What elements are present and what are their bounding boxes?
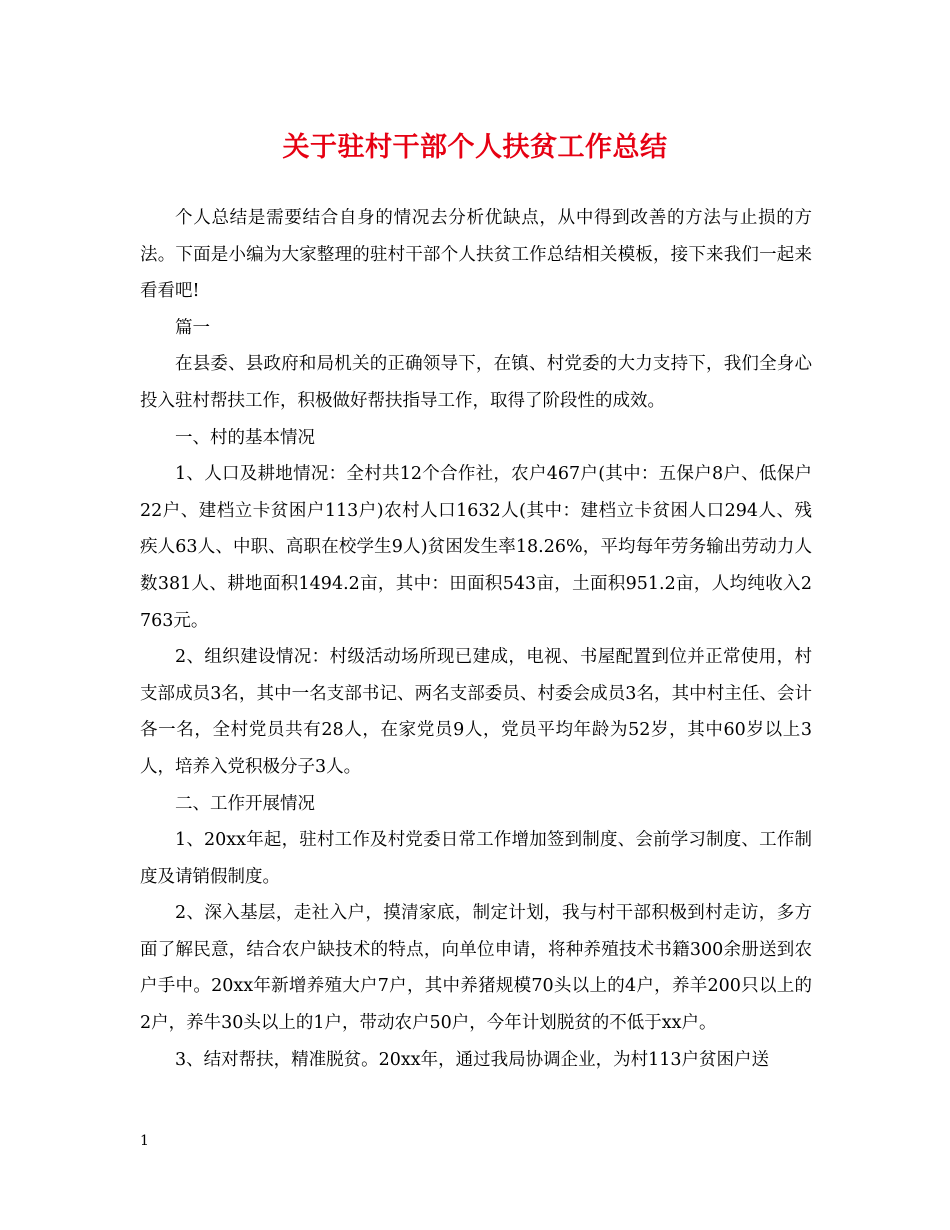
section-heading-part-one: 篇一 <box>175 317 210 338</box>
section-heading-village-basics: 一、村的基本情况 <box>175 427 315 448</box>
page-number: 1 <box>140 1133 149 1149</box>
population-farmland-paragraph: 1、人口及耕地情况：全村共12个合作社，农户467户(其中：五保户8户、低保户22户、建档立卡贫困户113户)农村人口1632人(其中：建档立卡贫困人口294人、残疾人63人、中职、高职在校学生9人)贫困发生率18.26%，平均每年劳务输出劳动力人数381人、耕地面积1494.2亩，其中：田面积543亩，土面积951.2亩，人均纯收入2763元。 <box>140 464 812 631</box>
document-title: 关于驻村干部个人扶贫工作总结 <box>282 132 668 163</box>
document-body <box>140 200 812 1078</box>
organization-paragraph: 2、组织建设情况：村级活动场所现已建成，电视、书屋配置到位并正常使用，村支部成员3名，其中一名支部书记、两名支部委员、村委会成员3名，其中村主任、会计各一名，全村党员共有28人，在家党员9人，党员平均年龄为52岁，其中60岁以上3人，培养入党积极分子3人。 <box>140 647 812 777</box>
opening-paragraph: 在县委、县政府和局机关的正确领导下，在镇、村党委的大力支持下，我们全身心投入驻村帮扶工作，积极做好帮扶指导工作，取得了阶段性的成效。 <box>140 354 812 411</box>
work-item-3-paragraph: 3、结对帮扶，精准脱贫。20xx年，通过我局协调企业，为村113户贫困户送 <box>175 1049 770 1070</box>
work-item-2-paragraph: 2、深入基层，走社入户，摸清家底，制定计划，我与村干部积极到村走访，多方面了解民意，结合农户缺技术的特点，向单位申请，将种养殖技术书籍300余册送到农户手中。20xx年新增养殖大户7户，其中养猪规模70头以上的4户，养羊200只以上的2户，养牛30头以上的1户，带动农户50户，今年计划脱贫的不低于xx户。 <box>140 903 812 1034</box>
intro-paragraph: 个人总结是需要结合自身的情况去分析优缺点，从中得到改善的方法与止损的方法。下面是小编为大家整理的驻村干部个人扶贫工作总结相关模板，接下来我们一起来看看吧! <box>140 208 812 302</box>
work-item-1-paragraph: 1、20xx年起，驻村工作及村党委日常工作增加签到制度、会前学习制度、工作制度及请销假制度。 <box>140 830 812 887</box>
section-heading-work-progress: 二、工作开展情况 <box>175 793 315 814</box>
